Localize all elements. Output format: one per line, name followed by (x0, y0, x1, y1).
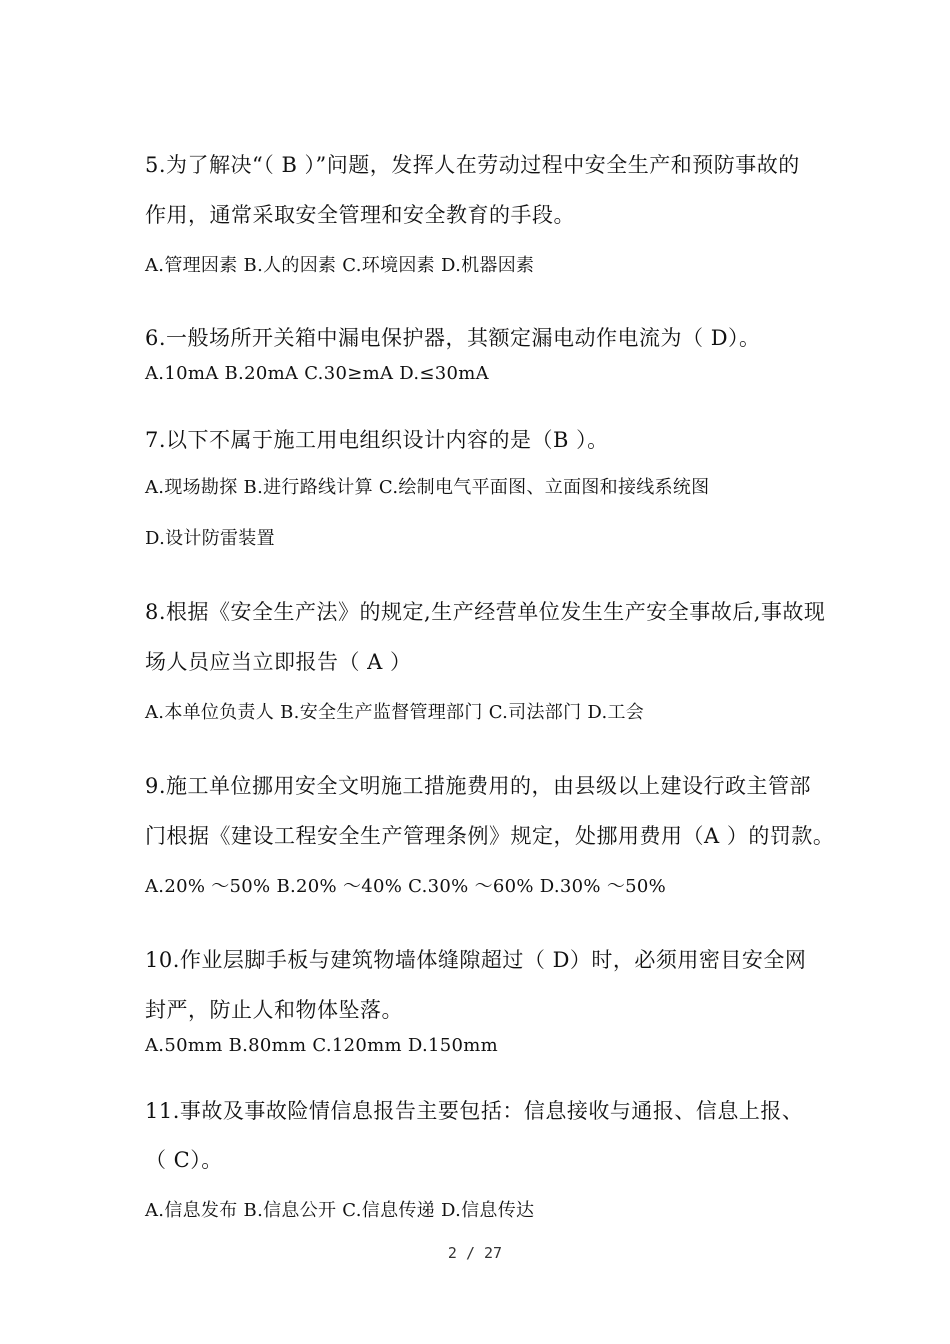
question-6-stem: 6.一般场所开关箱中漏电保护器，其额定漏电动作电流为（ D）。 (145, 326, 761, 350)
question-5-stem-line-1: 5.为了解决“（ B ）”问题，发挥人在劳动过程中安全生产和预防事故的 (145, 153, 800, 177)
question-10-stem-line-1: 10.作业层脚手板与建筑物墙体缝隙超过（ D）时，必须用密目安全网 (145, 948, 807, 972)
question-7-options-line-1: A.现场勘探 B.进行路线计算 C.绘制电气平面图、立面图和接线系统图 (145, 477, 710, 498)
question-7-options-line-2: D.设计防雷装置 (145, 528, 275, 549)
question-6-options: A.10mA B.20mA C.30≥mA D.≤30mA (145, 363, 489, 384)
question-8-stem-line-1: 8.根据《安全生产法》的规定,生产经营单位发生生产安全事故后,事故现 (145, 600, 826, 624)
question-10-stem-line-2: 封严，防止人和物体坠落。 (145, 998, 403, 1022)
question-11-stem-line-2: （ C）。 (145, 1148, 223, 1172)
question-11-options: A.信息发布 B.信息公开 C.信息传递 D.信息传达 (145, 1200, 535, 1221)
question-8-options: A.本单位负责人 B.安全生产监督管理部门 C.司法部门 D.工会 (145, 702, 645, 723)
question-9-stem-line-1: 9.施工单位挪用安全文明施工措施费用的，由县级以上建设行政主管部 (145, 774, 812, 798)
question-5-stem-line-2: 作用，通常采取安全管理和安全教育的手段。 (145, 203, 575, 227)
question-10-options: A.50mm B.80mm C.120mm D.150mm (145, 1035, 498, 1056)
question-7-stem: 7.以下不属于施工用电组织设计内容的是（B ）。 (145, 428, 609, 452)
question-5-options: A.管理因素 B.人的因素 C.环境因素 D.机器因素 (145, 255, 535, 276)
question-9-options: A.20% ～50% B.20% ～40% C.30% ～60% D.30% ～50% (145, 876, 667, 897)
page-number: 2 / 27 (447, 1244, 503, 1262)
question-11-stem-line-1: 11.事故及事故险情信息报告主要包括：信息接收与通报、信息上报、 (145, 1099, 804, 1123)
question-9-stem-line-2: 门根据《建设工程安全生产管理条例》规定，处挪用费用（A ）的罚款。 (145, 824, 835, 848)
question-8-stem-line-2: 场人员应当立即报告（ A ） (145, 650, 412, 674)
